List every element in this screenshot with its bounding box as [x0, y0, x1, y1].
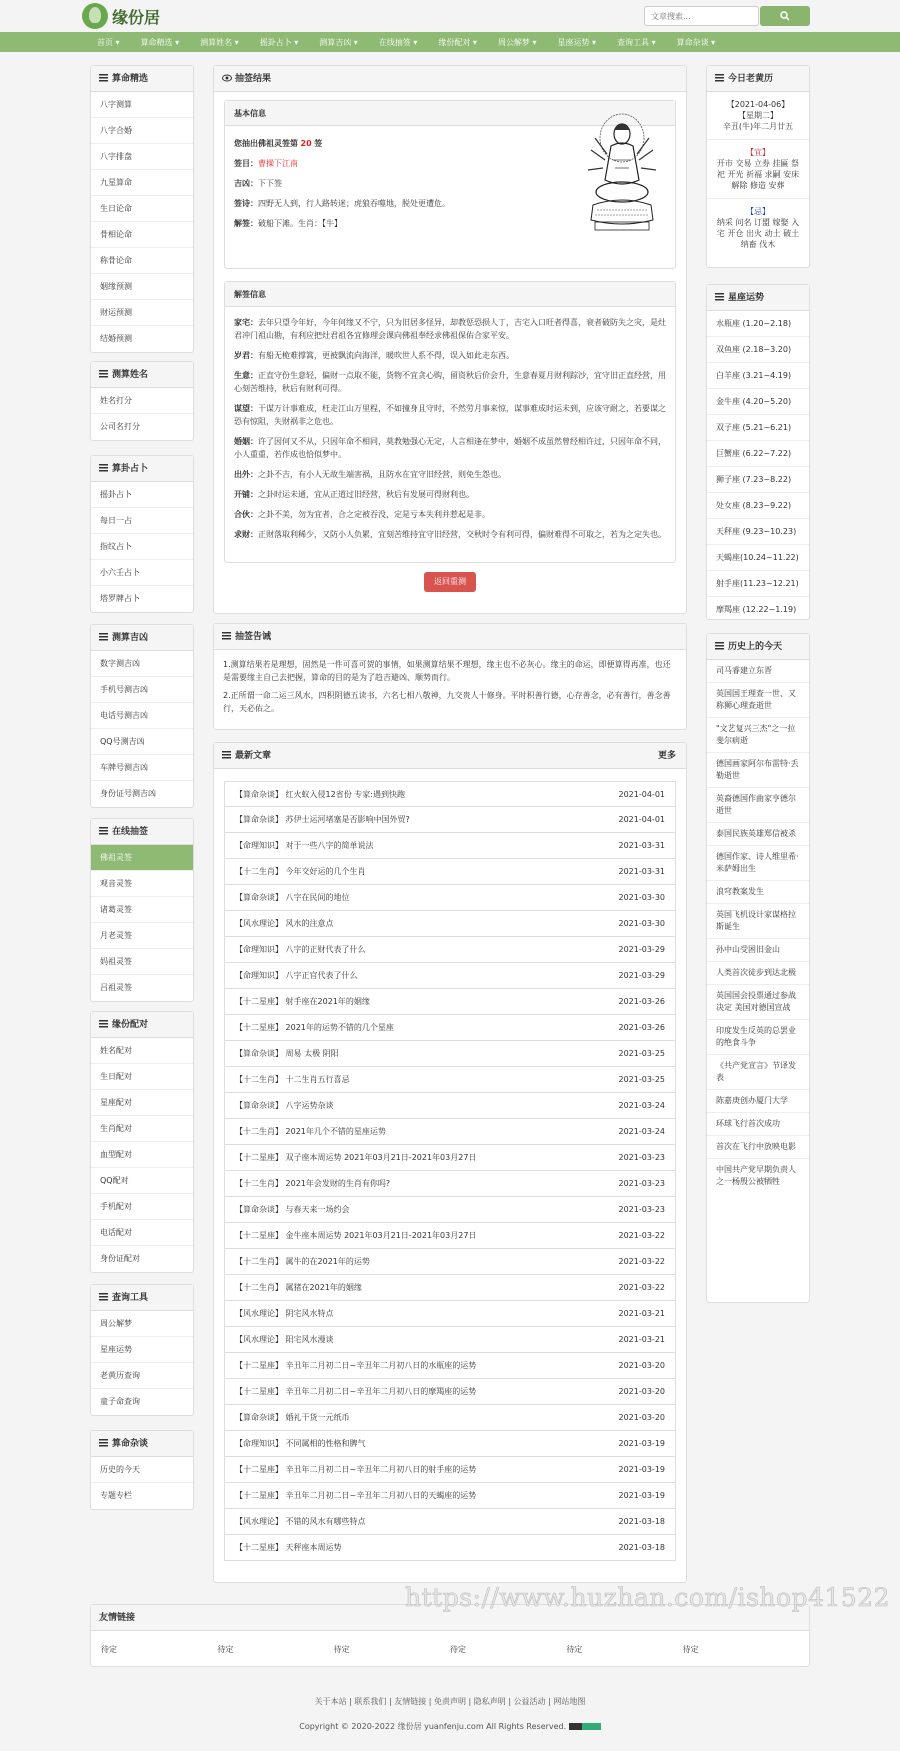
article-date: 2021-03-29: [618, 971, 665, 980]
article-row[interactable]: [224, 1275, 676, 1301]
sidebar-panel: [90, 818, 194, 1002]
article-date: 2021-03-22: [618, 1257, 665, 1266]
article-row[interactable]: [224, 1483, 676, 1509]
zodiac-item[interactable]: 金牛座 (4.20~5.20): [707, 389, 809, 415]
articles-more-link[interactable]: 更多: [657, 751, 676, 761]
sidebar-item[interactable]: 吕祖灵签: [100, 983, 132, 992]
sidebar-item[interactable]: 星座运势: [91, 1337, 193, 1363]
sidebar-item[interactable]: 称骨论命: [91, 248, 193, 274]
article-title[interactable]: 【命理知识】 对于一些八字的简单说法: [235, 841, 374, 850]
article-row[interactable]: [224, 1119, 676, 1145]
history-item[interactable]: 司马睿建立东晋: [707, 660, 809, 683]
sidebar-item[interactable]: 姻缘预测: [91, 274, 193, 300]
sidebar-panel-header: [91, 66, 193, 92]
article-row[interactable]: [224, 781, 676, 807]
article-date: 2021-03-25: [618, 1075, 665, 1084]
article-title[interactable]: 【十二生肖】 今年交好运的几个生肖: [235, 867, 366, 876]
article-title[interactable]: 【算命杂谈】 红火蚁入侵12省份 专家:遇到快跑: [235, 790, 405, 799]
article-title[interactable]: 【命理知识】 不同属相的性格和脾气: [235, 1439, 366, 1448]
sidebar-panel: [90, 455, 194, 613]
nav-item[interactable]: 周公解梦 ▾: [497, 37, 537, 47]
nav-item[interactable]: 查询工具 ▾: [617, 37, 656, 47]
result-panel-title: 抽签结果: [235, 74, 272, 84]
jixiong-value: 下下签: [258, 179, 282, 188]
detail-info-title: 解签信息: [225, 282, 675, 307]
zodiac-item[interactable]: 水瓶座 (1.20~2.18): [707, 311, 809, 337]
sidebar-item[interactable]: 财运预测: [91, 300, 193, 326]
article-date: 2021-03-20: [618, 1413, 665, 1422]
article-date: 2021-03-25: [618, 1049, 665, 1058]
sidebar-item[interactable]: 公司名打分: [100, 422, 140, 431]
article-title[interactable]: 【命理知识】 八字正官代表了什么: [235, 971, 358, 980]
detail-row: 婚姻：许了因何又不从，只因年命不相同，莫教勉强心无定，人言相逢在梦中，婚姻不成虽然曾经相许过，只因年命不同，小人重重，若作成也恰似梦中。: [234, 437, 666, 459]
logo-icon: [82, 3, 108, 29]
cnzz-badge[interactable]: [569, 1723, 601, 1730]
article-title[interactable]: 【命理知识】 八字的正财代表了什么: [235, 945, 366, 954]
article-title[interactable]: 【十二星座】 辛丑年二月初二日~辛丑年二月初八日的天蝎座的运势: [235, 1491, 477, 1500]
sidebar-panel-title: 测算姓名: [112, 370, 149, 380]
basic-info-box: [224, 100, 676, 269]
history-item[interactable]: "文艺复兴三杰"之一拉斐尔病逝: [707, 718, 809, 753]
friend-link[interactable]: 待定: [101, 1645, 117, 1654]
friend-link[interactable]: 待定: [449, 1645, 466, 1654]
zodiac-item[interactable]: 摩羯座 (12.22~1.19): [716, 605, 797, 614]
articles-title: 最新文章: [235, 751, 272, 761]
sidebar-item[interactable]: 专题专栏: [100, 1491, 132, 1500]
history-header: [707, 634, 809, 660]
sidebar-panel-title: 缘份配对: [112, 1020, 149, 1030]
search-icon: [780, 11, 790, 21]
article-title[interactable]: 【十二生肖】 属牛的在2021年的运势: [235, 1257, 370, 1266]
article-date: 2021-04-01: [618, 790, 665, 799]
result-panel-header: [214, 66, 686, 92]
history-item[interactable]: 人类首次徒步到达北极: [707, 962, 809, 985]
zodiac-header: [707, 285, 809, 311]
sidebar-item[interactable]: 生日论命: [91, 196, 193, 222]
list-icon: [715, 74, 724, 82]
sidebar-item[interactable]: 佛祖灵签: [91, 845, 193, 871]
article-row[interactable]: [224, 859, 676, 885]
zodiac-item[interactable]: 射手座(11.23~12.21): [707, 571, 809, 597]
list-icon: [99, 464, 108, 472]
article-row[interactable]: [224, 1405, 676, 1431]
article-date: 2021-03-21: [618, 1335, 665, 1344]
history-item[interactable]: 环球飞行首次成功: [707, 1113, 809, 1136]
article-date: 2021-03-23: [618, 1205, 665, 1214]
article-date: 2021-03-19: [618, 1491, 665, 1500]
sidebar-panel: [90, 1430, 194, 1510]
notice-panel: [213, 623, 687, 730]
history-item[interactable]: 《共产党宣言》节译发表: [707, 1055, 809, 1090]
top-bar: [0, 0, 900, 32]
article-title[interactable]: 【十二星座】 天秤座本周运势: [235, 1543, 342, 1552]
almanac-lunar: 辛丑(牛)年二月廿五: [722, 122, 794, 131]
sidebar-item[interactable]: 诸葛灵签: [91, 897, 193, 923]
list-icon: [222, 751, 231, 759]
detail-info-box: [224, 281, 676, 563]
sidebar-panel-header: [91, 1012, 193, 1038]
article-date: 2021-03-20: [618, 1387, 665, 1396]
sidebar-item[interactable]: 车牌号测吉凶: [91, 755, 193, 781]
friend-link[interactable]: 待定: [566, 1645, 583, 1654]
list-icon: [99, 74, 108, 82]
sidebar-item[interactable]: 八字合婚: [91, 118, 193, 144]
sidebar-item[interactable]: 电话配对: [91, 1220, 193, 1246]
sidebar-item[interactable]: 小六壬占卜: [91, 560, 193, 586]
sidebar-item[interactable]: 历史的今天: [91, 1457, 193, 1483]
article-row[interactable]: [224, 1301, 676, 1327]
sidebar-panel-header: [91, 456, 193, 482]
main-nav: [0, 32, 900, 52]
sidebar-item[interactable]: 星座配对: [91, 1090, 193, 1116]
article-row[interactable]: [224, 1041, 676, 1067]
footer-copyright: Copyright © 2020-2022 缘份居 yuanfenju.com All Rights Reserved.: [0, 1721, 900, 1732]
sidebar-item[interactable]: 九星算命: [91, 170, 193, 196]
links-header: 友情链接: [91, 1605, 809, 1631]
sidebar-panel: [90, 1284, 194, 1416]
nav-item[interactable]: 在线抽签 ▾: [378, 37, 418, 47]
sidebar-panel-title: 在线抽签: [112, 827, 149, 837]
nav-item[interactable]: 算命精选 ▾: [140, 37, 180, 47]
article-date: 2021-03-23: [618, 1179, 665, 1188]
history-item[interactable]: 印度发生反英的总罢业的绝食斗争: [707, 1020, 809, 1055]
sidebar-item[interactable]: 塔罗牌占卜: [100, 594, 140, 603]
logo-text: 缘份居: [112, 7, 161, 27]
eye-icon: [222, 74, 232, 82]
article-row[interactable]: [224, 1171, 676, 1197]
notice-body: [214, 650, 686, 723]
buddha-image: [583, 110, 661, 235]
zodiac-item[interactable]: 巨蟹座 (6.22~7.22): [707, 441, 809, 467]
zodiac-title: 星座运势: [728, 293, 765, 303]
almanac-week: 【星期二】: [738, 111, 778, 120]
history-item[interactable]: 首次在飞行中放映电影: [707, 1136, 809, 1159]
zodiac-item[interactable]: 白羊座 (3.21~4.19): [707, 363, 809, 389]
article-row[interactable]: [224, 1353, 676, 1379]
friend-link[interactable]: 待定: [682, 1645, 699, 1654]
almanac-ji-block: [707, 199, 809, 257]
sidebar-item[interactable]: 数字测吉凶: [91, 651, 193, 677]
list-icon: [99, 633, 108, 641]
article-row[interactable]: [224, 1067, 676, 1093]
nav-item[interactable]: 缘份配对 ▾: [438, 37, 477, 47]
history-item[interactable]: 浪穹教案发生: [707, 881, 809, 904]
back-retest-button[interactable]: 返回重测: [424, 572, 476, 592]
article-date: 2021-03-29: [618, 945, 665, 954]
sidebar-item[interactable]: 结婚预测: [100, 334, 132, 343]
article-title[interactable]: 【十二生肖】 十二生肖五行喜忌: [235, 1075, 350, 1084]
article-title[interactable]: 【十二星座】 射手座在2021年的姻缘: [235, 997, 370, 1006]
nav-item[interactable]: 测算吉凶 ▾: [319, 37, 358, 47]
result-panel: [213, 65, 687, 614]
article-date: 2021-03-19: [618, 1439, 665, 1448]
almanac-date-block: [707, 92, 809, 140]
detail-row: 合伙：之卦不美，勿为宜者，合之定被吞没，定是亏本失利并惹起是非。: [234, 510, 490, 519]
article-row[interactable]: [224, 989, 676, 1015]
jieqian-value: 破船下滩。生肖：【牛】: [258, 219, 342, 228]
article-date: 2021-03-31: [618, 841, 665, 850]
article-row[interactable]: [224, 1509, 676, 1535]
search-button[interactable]: [760, 6, 810, 26]
friend-link[interactable]: 待定: [333, 1645, 350, 1654]
almanac-yi: 开市 交易 立券 挂匾 祭祀 开光 祈福 求嗣 安床 解除 修造 安葬: [716, 159, 800, 190]
list-icon: [99, 1293, 108, 1301]
qianshi-row: 签诗：四野无人到，行人路转迷；虎狼吞噬地，脱处更遭危。: [234, 199, 450, 208]
site-logo[interactable]: [82, 3, 160, 29]
detail-row: 家宅：去年只望今年好，今年何缘又不宁，只为旧居多怪异，却教惩恐损人丁，吉宅入口旺者得喜，衰者破防失之灾，是灶君冲门祖山勘，有利应把灶君祖各宜修理会课向佛祖奉经求佛祖保佑合家平安。: [234, 318, 666, 340]
article-title[interactable]: 【算命杂谈】 与春天来一场约会: [235, 1205, 350, 1214]
article-date: 2021-03-18: [618, 1517, 665, 1526]
article-date: 2021-03-26: [618, 1023, 665, 1032]
article-title[interactable]: 【算命杂谈】 周易 太极 阴阳: [235, 1049, 339, 1058]
almanac-yi-label: 【宜】: [746, 148, 770, 157]
sidebar-item[interactable]: 姓名打分: [91, 388, 193, 414]
detail-row: 岁君：有船无桅难撑篙，更被飘流向海洋，暖吹世人系不得，误入如此走东西。: [234, 351, 514, 360]
detail-row: 求财：正财落取利稀少，又防小人负累，宜刻苦维持宜守旧经营，交秋时令有利可得，偏财难得不可取之，若为之定失也。: [234, 530, 666, 539]
sidebar-panel-header: [91, 362, 193, 388]
sidebar-item[interactable]: 八字排盘: [91, 144, 193, 170]
jixiong-row: 吉凶：下下签: [234, 179, 282, 188]
article-row[interactable]: [224, 1145, 676, 1171]
history-item[interactable]: 英国飞机设计家谋格拉斯诞生: [707, 904, 809, 939]
sidebar-panel-title: 查询工具: [112, 1293, 149, 1303]
sidebar-panel-title: 算命杂谈: [112, 1439, 149, 1449]
almanac-date: 【2021-04-06】: [726, 100, 790, 109]
jieqian-row: 解签：破船下滩。生肖：【牛】: [234, 219, 342, 228]
article-date: 2021-03-21: [618, 1309, 665, 1318]
article-date: 2021-03-22: [618, 1283, 665, 1292]
sidebar-panel: [90, 65, 194, 353]
article-row[interactable]: [224, 885, 676, 911]
history-item[interactable]: 英国国会投票通过参战决定 美国对德国宣战: [707, 985, 809, 1020]
zodiac-list: [707, 311, 809, 623]
article-title[interactable]: 【风水理论】 阳宅风水漫谈: [235, 1335, 334, 1344]
article-title[interactable]: 【风水理论】 阴宅风水特点: [235, 1309, 334, 1318]
sidebar-panel: [90, 361, 194, 441]
article-title[interactable]: 【十二生肖】 2021年会发财的生肖有你吗?: [235, 1179, 391, 1188]
zodiac-item[interactable]: 狮子座 (7.23~8.22): [707, 467, 809, 493]
article-row[interactable]: [224, 911, 676, 937]
almanac-ji-label: 【忌】: [746, 207, 770, 216]
sidebar-item[interactable]: 身份证配对: [100, 1254, 140, 1263]
history-item[interactable]: 中国共产党早期负责人之一杨殷公被牺牲: [716, 1165, 796, 1186]
articles-panel: [213, 742, 687, 1583]
qianshi-value: 四野无人到，行人路转迷；虎狼吞噬地，脱处更遭危。: [258, 199, 450, 208]
zodiac-item[interactable]: 天蝎座(10.24~11.22): [707, 545, 809, 571]
notice-title: 抽签告诫: [235, 632, 272, 642]
sidebar-item[interactable]: 手机配对: [91, 1194, 193, 1220]
list-icon: [715, 642, 724, 650]
almanac-header: [707, 66, 809, 92]
sidebar-item[interactable]: 老黄历查询: [91, 1363, 193, 1389]
article-date: 2021-03-19: [618, 1465, 665, 1474]
sidebar-panel-header: [91, 625, 193, 651]
sidebar-panel-header: [91, 1431, 193, 1457]
sidebar-panel-title: 算命精选: [112, 74, 149, 84]
article-date: 2021-03-30: [618, 919, 665, 928]
links-panel: [90, 1604, 810, 1667]
articles-header: [214, 743, 686, 769]
article-date: 2021-03-23: [618, 1153, 665, 1162]
draw-number: 20: [300, 139, 312, 148]
article-row[interactable]: [224, 1327, 676, 1353]
nav-item[interactable]: 测算姓名 ▾: [200, 37, 239, 47]
history-list: [707, 660, 809, 1193]
almanac-title: 今日老黄历: [728, 74, 774, 84]
sidebar-item[interactable]: 身份证号测吉凶: [100, 789, 156, 798]
watermark-text: https://www.huzhan.com/ishop41522: [405, 1583, 891, 1612]
sidebar-item[interactable]: 观音灵签: [91, 871, 193, 897]
article-row[interactable]: [224, 833, 676, 859]
article-title[interactable]: 【十二生肖】 2021年几个不错的星座运势: [235, 1127, 386, 1136]
sidebar-panel-header: [91, 819, 193, 845]
article-title[interactable]: 【十二星座】 2021年的运势不错的几个星座: [235, 1023, 394, 1032]
zodiac-item[interactable]: 天秤座 (9.23~10.23): [707, 519, 809, 545]
sidebar-item[interactable]: 月老灵签: [91, 923, 193, 949]
sidebar-item[interactable]: 血型配对: [91, 1142, 193, 1168]
article-row[interactable]: [224, 807, 676, 833]
links-list: [91, 1631, 809, 1655]
sidebar-item[interactable]: 生日配对: [91, 1064, 193, 1090]
sidebar-item[interactable]: 周公解梦: [91, 1311, 193, 1337]
article-row[interactable]: [224, 1015, 676, 1041]
search-input[interactable]: [644, 6, 759, 26]
article-row[interactable]: [224, 963, 676, 989]
article-title[interactable]: 【十二星座】 辛丑年二月初二日~辛丑年二月初八日的射手座的运势: [235, 1465, 477, 1474]
history-item[interactable]: 德国画家阿尔布雷特·丢勒逝世: [707, 753, 809, 788]
sidebar-item[interactable]: 生肖配对: [91, 1116, 193, 1142]
notice-paragraph-1: 1.测算结果若是理想，固然是一件可喜可贺的事情，如果测算结果不理想，缘主也不必灰心。缘主的命运，即便算得再准，也还是需要缘主自己去把握，算命的目的是为了趋吉避凶、顺势而行。: [223, 660, 671, 682]
draw-line: 您抽出佛祖灵签第 20 签: [234, 139, 323, 148]
detail-row: 谋望：干谋万计事难成，枉走江山万里程，不如撞身且守时，不然劳月事来惊，谋事难成时运未到，应该守耐之，若要谋之恐有惊阻，失财祸非之危也。: [234, 404, 666, 426]
sidebar-panel: [90, 624, 194, 808]
qianmu-value: 曹操下江南: [258, 159, 298, 168]
list-icon: [99, 1439, 108, 1447]
sidebar-item[interactable]: 骨相论命: [91, 222, 193, 248]
sidebar-panel-title: 算卦占卜: [112, 464, 149, 474]
nav-item[interactable]: 星座运势 ▾: [557, 37, 597, 47]
article-row[interactable]: [224, 1197, 676, 1223]
sidebar-item[interactable]: 电话号测吉凶: [91, 703, 193, 729]
sidebar-item[interactable]: QQ号测吉凶: [91, 729, 193, 755]
nav-item[interactable]: 首页 ▾: [97, 37, 120, 47]
article-title[interactable]: 【算命杂谈】 八字运势杂谈: [235, 1101, 334, 1110]
qianmu-row: 签目：曹操下江南: [234, 159, 298, 168]
footer-links[interactable]: 关于本站 | 联系我们 | 友情链接 | 免责声明 | 隐私声明 | 公益活动 | 网站地图: [314, 1697, 586, 1706]
article-row[interactable]: [224, 1223, 676, 1249]
article-date: 2021-03-31: [618, 867, 665, 876]
almanac-panel: [706, 65, 810, 268]
article-title[interactable]: 【十二星座】 金牛座本周运势 2021年03月21日-2021年03月27日: [235, 1231, 477, 1240]
article-list: [214, 769, 686, 1561]
article-title[interactable]: 【算命杂谈】 八字在民间的地位: [235, 893, 350, 902]
article-row[interactable]: [224, 1535, 676, 1561]
article-row[interactable]: [224, 937, 676, 963]
list-icon: [715, 293, 724, 301]
detail-info-body: [225, 307, 675, 556]
article-title[interactable]: 【风水理论】 风水的注意点: [235, 919, 334, 928]
article-title[interactable]: 【十二星座】 辛丑年二月初二日~辛丑年二月初八日的水瓶座的运势: [235, 1361, 477, 1370]
sidebar-item[interactable]: 童子命查询: [100, 1397, 140, 1406]
sidebar-item[interactable]: 每日一占: [91, 508, 193, 534]
sidebar-panel-header: [91, 1285, 193, 1311]
sidebar-item[interactable]: QQ配对: [91, 1168, 193, 1194]
article-row[interactable]: [224, 1093, 676, 1119]
article-title[interactable]: 【风水理论】 不错的风水有哪些特点: [235, 1517, 366, 1526]
article-row[interactable]: [224, 1379, 676, 1405]
sidebar-item[interactable]: 八字测算: [91, 92, 193, 118]
sidebar-panel: [90, 1011, 194, 1273]
article-date: 2021-03-30: [618, 893, 665, 902]
history-item[interactable]: 英裔德国作曲家亨德尔逝世: [707, 788, 809, 823]
sidebar-item[interactable]: 姓名配对: [91, 1038, 193, 1064]
history-panel: [706, 633, 810, 1303]
basic-info-title: 基本信息: [225, 101, 675, 126]
sidebar-panel-title: 测算吉凶: [112, 633, 149, 643]
article-date: 2021-03-24: [618, 1127, 665, 1136]
history-item[interactable]: 德国作家、诗人维里希·米萨姆出生: [707, 846, 809, 881]
article-date: 2021-03-22: [618, 1231, 665, 1240]
article-title[interactable]: 【十二星座】 双子座本周运势 2021年03月21日-2021年03月27日: [235, 1153, 477, 1162]
history-item[interactable]: 英国国王理查一世、又称狮心理查逝世: [707, 683, 809, 718]
article-date: 2021-03-24: [618, 1101, 665, 1110]
history-item[interactable]: 陈嘉庚创办厦门大学: [707, 1090, 809, 1113]
nav-item[interactable]: 算命杂谈 ▾: [676, 37, 716, 47]
nav-item[interactable]: 摇卦占卜 ▾: [259, 37, 299, 47]
article-title[interactable]: 【十二星座】 辛丑年二月初二日~辛丑年二月初八日的摩羯座的运势: [235, 1387, 477, 1396]
detail-row: 开铺：之卦时运未通，宜从正道过旧经营，秋后有发展可得财利也。: [234, 490, 474, 499]
article-date: 2021-03-20: [618, 1361, 665, 1370]
sidebar-item[interactable]: 手机号测吉凶: [91, 677, 193, 703]
list-icon: [99, 370, 108, 378]
article-row[interactable]: [224, 1431, 676, 1457]
notice-header: [214, 624, 686, 650]
zodiac-item[interactable]: 处女座 (8.23~9.22): [707, 493, 809, 519]
zodiac-panel: [706, 284, 810, 620]
article-date: 2021-03-18: [618, 1543, 665, 1552]
zodiac-item[interactable]: 双子座 (5.21~6.21): [707, 415, 809, 441]
sidebar-item[interactable]: 指纹占卜: [91, 534, 193, 560]
detail-row: 出外：之卦不吉，有小人无故生端害祸，且防水在宜守旧经营，则免生怨也。: [234, 470, 506, 479]
sidebar-item[interactable]: 妈祖灵签: [91, 949, 193, 975]
friend-link[interactable]: 待定: [217, 1645, 234, 1654]
detail-row: 生意：正直守份生意轻，偏财一点取不能，货物不宜贪心购，留资秋后价会升，生意春夏月财利踪沙，宜守旧正直经营，用心刻苦维持，秋后有财利可得。: [234, 371, 666, 393]
article-row[interactable]: [224, 1457, 676, 1483]
history-item[interactable]: 泰国民族英雄郑信被杀: [707, 823, 809, 846]
almanac-yi-block: [707, 140, 809, 199]
zodiac-item[interactable]: 双鱼座 (2.18~3.20): [707, 337, 809, 363]
sidebar-item[interactable]: 摇卦占卜: [91, 482, 193, 508]
article-date: 2021-04-01: [618, 815, 665, 824]
article-row[interactable]: [224, 1249, 676, 1275]
article-title[interactable]: 【十二生肖】 属猪在2021年的姻缘: [235, 1283, 362, 1292]
list-icon: [222, 632, 231, 640]
list-icon: [99, 1020, 108, 1028]
article-date: 2021-03-26: [618, 997, 665, 1006]
history-item[interactable]: 孙中山受困旧金山: [707, 939, 809, 962]
history-title: 历史上的今天: [728, 642, 783, 652]
article-title[interactable]: 【算命杂谈】 婚礼干货一元纸币: [235, 1413, 350, 1422]
list-icon: [99, 827, 108, 835]
almanac-ji: 纳采 问名 订盟 嫁娶 入宅 开仓 出火 动土 破土 纳畜 伐木: [716, 218, 800, 249]
article-title[interactable]: 【算命杂谈】 苏伊士运河堵塞是否影响中国外贸?: [235, 815, 410, 824]
notice-paragraph-2: 2.正所谓一命二运三风水，四积阴德五读书，六名七相八敬神，九交贵人十修身。平时积善行德，心存善念，必有善行，善念善行，天必佑之。: [223, 691, 671, 713]
